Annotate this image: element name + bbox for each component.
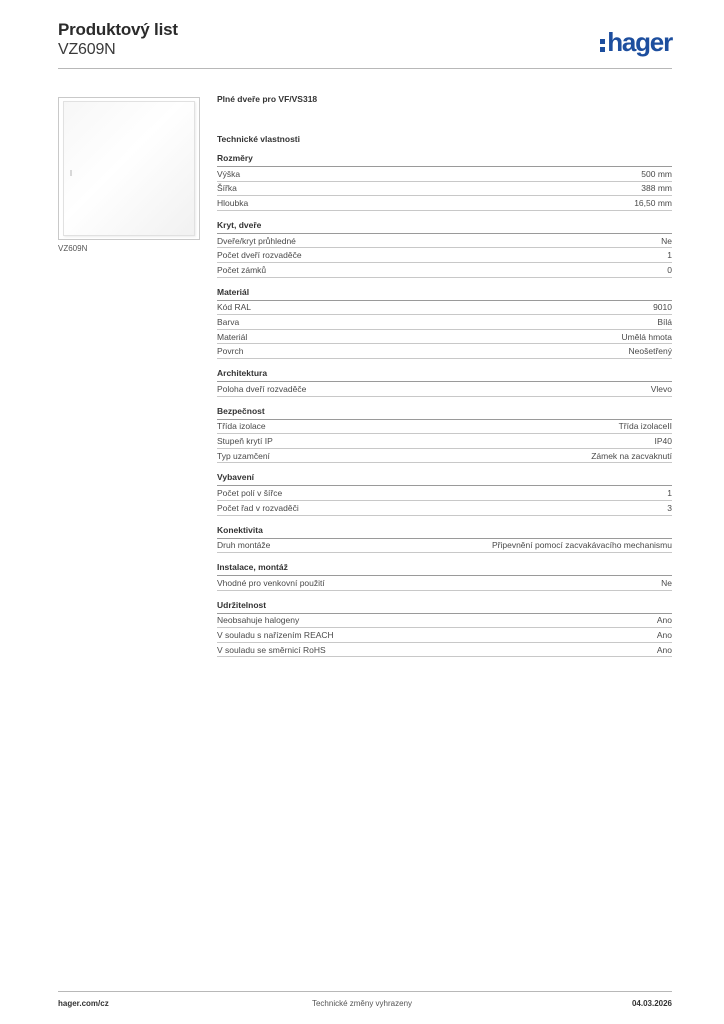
spec-label: Počet zámků <box>217 264 267 275</box>
section-title: Materiál <box>217 287 672 301</box>
spec-section <box>217 472 672 515</box>
footer-website-link[interactable]: hager.com/cz <box>58 999 109 1008</box>
spec-label: Neobsahuje halogeny <box>217 615 300 626</box>
spec-label: Hloubka <box>217 197 249 208</box>
spec-row <box>217 182 672 197</box>
section-title: Kryt, dveře <box>217 220 672 234</box>
spec-value: 500 mm <box>641 168 672 179</box>
spec-label: Poloha dveří rozvaděče <box>217 383 307 394</box>
spec-label: Třída izolace <box>217 421 266 432</box>
page-title: Produktový list <box>58 20 178 39</box>
spec-section <box>217 525 672 554</box>
product-code: VZ609N <box>58 41 116 58</box>
spec-value: 0 <box>667 264 672 275</box>
hager-logo[interactable] <box>600 29 672 55</box>
spec-label: Stupeň krytí IP <box>217 435 273 446</box>
spec-row <box>217 382 672 397</box>
spec-section <box>217 153 672 211</box>
spec-value: Vlevo <box>650 383 672 394</box>
footer-notice: Technické změny vyhrazeny <box>311 999 413 1008</box>
spec-value: 1 <box>667 488 672 499</box>
spec-row <box>217 330 672 345</box>
spec-label: Barva <box>217 316 240 327</box>
spec-value: 9010 <box>653 302 672 313</box>
spec-label: Typ uzamčení <box>217 450 270 461</box>
spec-row <box>217 643 672 658</box>
spec-value: Umělá hmota <box>621 331 672 342</box>
spec-row <box>217 301 672 316</box>
spec-section <box>217 287 672 359</box>
spec-row <box>217 315 672 330</box>
door-panel-illustration <box>63 101 195 236</box>
spec-row <box>217 576 672 591</box>
spec-label: Materiál <box>217 331 248 342</box>
spec-value: Neošetřený <box>628 346 672 357</box>
spec-value: Zámek na zacvaknutí <box>591 450 672 461</box>
spec-section <box>217 220 672 278</box>
spec-row <box>217 263 672 278</box>
spec-label: Druh montáže <box>217 540 271 551</box>
spec-label: Vhodné pro venkovní použití <box>217 577 325 588</box>
spec-value: Ne <box>661 577 672 588</box>
product-name: Plné dveře pro VF/VS318 <box>217 94 318 104</box>
spec-row <box>217 614 672 629</box>
logo-text: hager <box>607 27 672 57</box>
spec-value: 388 mm <box>641 183 672 194</box>
spec-value: Ano <box>656 644 672 655</box>
spec-row <box>217 248 672 263</box>
spec-section <box>217 368 672 397</box>
section-title: Instalace, montáž <box>217 562 672 576</box>
spec-label: Počet polí v šířce <box>217 488 283 499</box>
spec-row <box>217 539 672 554</box>
spec-section <box>217 406 672 464</box>
spec-value: Ne <box>661 235 672 246</box>
footer-date: 04.03.2026 <box>631 999 672 1008</box>
spec-label: V souladu se směrnicí RoHS <box>217 644 326 655</box>
spec-value: Připevnění pomocí zacvakávacího mechanismu <box>491 540 672 551</box>
spec-value: 1 <box>667 250 672 261</box>
spec-label: Výška <box>217 168 241 179</box>
spec-row <box>217 434 672 449</box>
spec-label: Povrch <box>217 346 244 357</box>
spec-row <box>217 344 672 359</box>
spec-value: Ano <box>656 615 672 626</box>
spec-value: 3 <box>667 502 672 513</box>
logo-dots-icon <box>600 36 605 52</box>
spec-label: Dveře/kryt průhledné <box>217 235 296 246</box>
spec-label: Počet dveří rozvaděče <box>217 250 302 261</box>
spec-value: Bílá <box>657 316 672 327</box>
section-title: Architektura <box>217 368 672 382</box>
spec-label: V souladu s nařízením REACH <box>217 630 334 641</box>
header-divider <box>58 68 672 69</box>
image-caption: VZ609N <box>58 244 88 253</box>
spec-value: Ano <box>656 630 672 641</box>
spec-value: IP40 <box>654 435 672 446</box>
door-latch-icon <box>70 170 72 176</box>
spec-section <box>217 562 672 591</box>
page-header <box>58 20 178 60</box>
spec-row <box>217 196 672 211</box>
spec-label: Kód RAL <box>217 302 252 313</box>
section-title: Rozměry <box>217 153 672 167</box>
spec-row <box>217 167 672 182</box>
spec-row <box>217 449 672 464</box>
product-image <box>58 97 200 240</box>
section-title: Udržitelnost <box>217 600 672 614</box>
spec-label: Šířka <box>217 183 237 194</box>
spec-label: Počet řad v rozvaděči <box>217 502 299 513</box>
spec-row <box>217 234 672 249</box>
footer-divider <box>58 991 672 992</box>
spec-value: Třída izolaceII <box>618 421 672 432</box>
spec-row <box>217 420 672 435</box>
spec-section <box>217 600 672 658</box>
spec-row <box>217 501 672 516</box>
spec-row <box>217 486 672 501</box>
technical-content <box>217 94 672 666</box>
spec-row <box>217 628 672 643</box>
spec-value: 16,50 mm <box>634 197 672 208</box>
technical-properties-title: Technické vlastnosti <box>217 134 300 144</box>
section-title: Vybavení <box>217 472 672 486</box>
section-title: Bezpečnost <box>217 406 672 420</box>
section-title: Konektivita <box>217 525 672 539</box>
sections-container <box>217 153 672 657</box>
